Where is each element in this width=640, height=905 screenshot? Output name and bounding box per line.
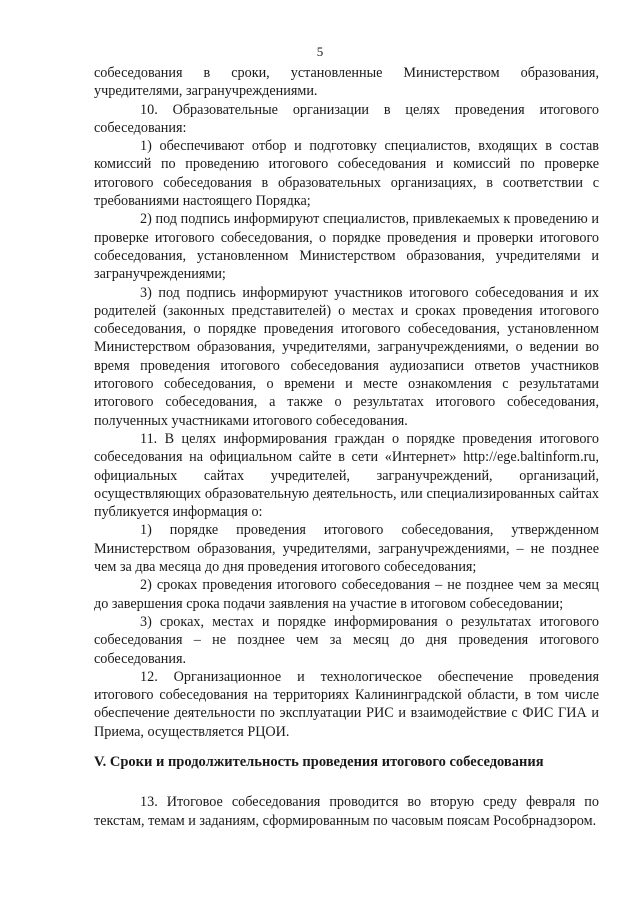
paragraph-10-item-1: 1) обеспечивают отбор и подготовку специалистов, входящих в состав комиссий по проведению итогового собеседования и комиссий по проверке итогового собеседования в образовательных организациях, в соответствии с требованиями настоящего Порядка; xyxy=(94,138,599,210)
paragraph-continuation: собеседования в сроки, установленные Министерством образования, учредителями, загранучреждениями. xyxy=(94,65,599,100)
paragraph-13: 13. Итоговое собеседования проводится во вторую среду февраля по текстам, темам и заданиям, сформированным по часовым поясам Рособрнадзором. xyxy=(94,794,599,829)
paragraph-12: 12. Организационное и технологическое обеспечение проведения итогового собеседования на территориях Калининградской области, в том числе обеспечение деятельности по эксплуатации РИС и взаимодействие с ФИС ГИА и Приема, осуществляется РЦОИ. xyxy=(94,668,599,740)
section-heading: V. Сроки и продолжительность проведения итогового собеседования xyxy=(94,753,544,770)
paragraph-10-item-2: 2) под подпись информируют специалистов, привлекаемых к проведению и проверке итогового собеседования, о порядке проведения и проверки итогового собеседования, установленном Министерством образования, учредителями и загранучреждениями; xyxy=(94,211,599,283)
paragraph-11-item-3: 3) сроках, местах и порядке информирования о результатах итогового собеседования – не позднее чем за месяц до дня проведения итогового собеседования. xyxy=(94,613,599,667)
paragraph-11: 11. В целях информирования граждан о порядке проведения итогового собеседования на официальном сайте в сети «Интернет» http://ege.baltinform.ru, официальных сайтах учредителей, загранучреждений, организаций, осуществляющих образовательную деятельность, или специализированных сайтах публикуется информация о: xyxy=(94,430,599,521)
page-number: 5 xyxy=(316,44,324,59)
paragraph-11-item-1: 1) порядке проведения итогового собеседования, утвержденном Министерством образования, учредителями, загранучреждениями, – не позднее чем за два месяца до дня проведения итогового собеседования; xyxy=(94,522,599,576)
paragraph-10-item-3: 3) под подпись информируют участников итогового собеседования и их родителей (законных представителей) о местах и сроках проведения итогового собеседования, о порядке проведения итогового собеседования, установленном Министерством образования, учредителями, загранучреждениями, о ведении во время проведения итогового собеседования аудиозаписи ответов участников итогового собеседования, о времени и месте ознакомления с результатами итогового собеседования, а также о результатах итогового собеседования, полученных участниками итогового собеседования. xyxy=(94,284,599,429)
paragraph-10: 10. Образовательные организации в целях проведения итогового собеседования: xyxy=(94,101,599,136)
document-body xyxy=(94,64,599,830)
paragraph-11-item-2: 2) сроках проведения итогового собеседования – не позднее чем за месяц до завершения срока подачи заявления на участие в итоговом собеседовании; xyxy=(94,577,599,612)
